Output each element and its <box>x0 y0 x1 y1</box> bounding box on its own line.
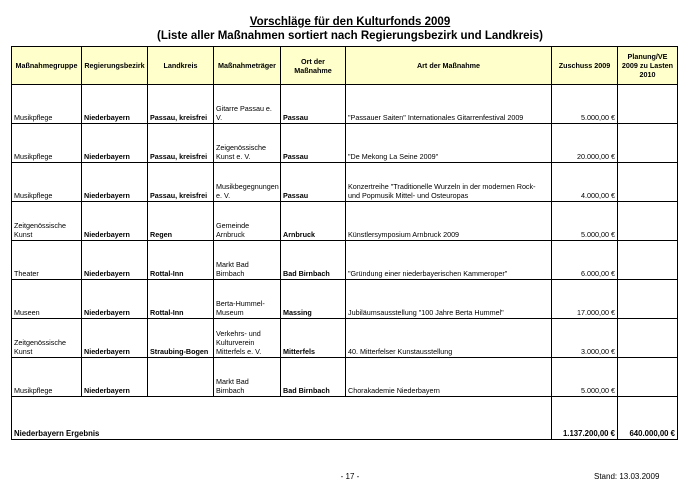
summary-spacer <box>148 397 552 440</box>
cell-art: 40. Mitterfelser Kunstausstellung <box>346 319 552 358</box>
header-massnahmetraeger: Maßnahmeträger <box>214 47 281 85</box>
cell-gruppe: Zeitgenössische Kunst <box>12 319 82 358</box>
cell-planung <box>618 358 678 397</box>
cell-gruppe: Musikpflege <box>12 358 82 397</box>
cell-ort: Massing <box>281 280 346 319</box>
table-row <box>12 202 678 241</box>
cell-zuschuss: 5.000,00 € <box>552 202 618 241</box>
table-row <box>12 163 678 202</box>
cell-landkreis: Regen <box>148 202 214 241</box>
cell-art: Künstlersymposium Arnbruck 2009 <box>346 202 552 241</box>
cell-zuschuss: 5.000,00 € <box>552 358 618 397</box>
cell-gruppe: Theater <box>12 241 82 280</box>
cell-gruppe: Musikpflege <box>12 124 82 163</box>
header-art: Art der Maßnahme <box>346 47 552 85</box>
cell-bezirk: Niederbayern <box>82 241 148 280</box>
header-ort: Ort der Maßnahme <box>281 47 346 85</box>
table-row <box>12 124 678 163</box>
document-subtitle: (Liste aller Maßnahmen sortiert nach Regierungsbezirk und Landkreis) <box>157 30 543 42</box>
cell-landkreis: Rottal-Inn <box>148 241 214 280</box>
summary-row <box>12 397 678 440</box>
cell-art: "De Mekong La Seine 2009" <box>346 124 552 163</box>
cell-ort: Bad Birnbach <box>281 358 346 397</box>
page-number: - 17 - <box>340 472 360 481</box>
measures-table <box>11 46 678 440</box>
cell-traeger: Gitarre Passau e. V. <box>214 85 281 124</box>
table-header <box>12 47 678 85</box>
cell-bezirk: Niederbayern <box>82 85 148 124</box>
cell-art: Konzertreihe "Traditionelle Wurzeln in der modernen Rock- und Popmusik Mittel- und Osteuropas <box>346 163 552 202</box>
table-row <box>12 85 678 124</box>
cell-ort: Mitterfels <box>281 319 346 358</box>
table-row <box>12 358 678 397</box>
cell-zuschuss: 6.000,00 € <box>552 241 618 280</box>
cell-landkreis <box>148 358 214 397</box>
cell-landkreis: Passau, kreisfrei <box>148 124 214 163</box>
cell-art: "Gründung einer niederbayerischen Kammeroper" <box>346 241 552 280</box>
cell-traeger: Zeigenössische Kunst e. V. <box>214 124 281 163</box>
cell-gruppe: Musikpflege <box>12 163 82 202</box>
cell-traeger: Markt Bad Birnbach <box>214 241 281 280</box>
summary-label: Niederbayern Ergebnis <box>12 397 148 440</box>
cell-traeger: Verkehrs- und Kulturverein Mitterfels e. V. <box>214 319 281 358</box>
cell-traeger: Markt Bad Birnbach <box>214 358 281 397</box>
summary-zuschuss: 1.137.200,00 € <box>552 397 618 440</box>
cell-art: Jubiläumsausstellung "100 Jahre Berta Hummel" <box>346 280 552 319</box>
cell-traeger: Musikbegegnungen e. V. <box>214 163 281 202</box>
table-row <box>12 241 678 280</box>
cell-landkreis: Straubing-Bogen <box>148 319 214 358</box>
cell-art: Chorakademie Niederbayern <box>346 358 552 397</box>
header-massnahmegruppe: Maßnahmegruppe <box>12 47 82 85</box>
cell-bezirk: Niederbayern <box>82 358 148 397</box>
cell-planung <box>618 319 678 358</box>
cell-gruppe: Zeitgenössische Kunst <box>12 202 82 241</box>
cell-gruppe: Musikpflege <box>12 85 82 124</box>
cell-planung <box>618 241 678 280</box>
cell-bezirk: Niederbayern <box>82 163 148 202</box>
cell-traeger: Berta-Hummel-Museum <box>214 280 281 319</box>
cell-landkreis: Passau, kreisfrei <box>148 163 214 202</box>
cell-landkreis: Rottal-Inn <box>148 280 214 319</box>
stand-date: Stand: 13.03.2009 <box>594 472 660 481</box>
cell-zuschuss: 3.000,00 € <box>552 319 618 358</box>
cell-planung <box>618 85 678 124</box>
cell-ort: Arnbruck <box>281 202 346 241</box>
cell-zuschuss: 20.000,00 € <box>552 124 618 163</box>
cell-bezirk: Niederbayern <box>82 202 148 241</box>
cell-art: "Passauer Saiten" Internationales Gitarrenfestival 2009 <box>346 85 552 124</box>
cell-ort: Passau <box>281 85 346 124</box>
summary-planung: 640.000,00 € <box>618 397 678 440</box>
cell-zuschuss: 5.000,00 € <box>552 85 618 124</box>
cell-traeger: Gemeinde Arnbruck <box>214 202 281 241</box>
cell-ort: Passau <box>281 163 346 202</box>
document-title: Vorschläge für den Kulturfonds 2009 <box>249 16 451 28</box>
header-landkreis: Landkreis <box>148 47 214 85</box>
cell-ort: Bad Birnbach <box>281 241 346 280</box>
cell-bezirk: Niederbayern <box>82 124 148 163</box>
cell-planung <box>618 280 678 319</box>
cell-zuschuss: 17.000,00 € <box>552 280 618 319</box>
cell-bezirk: Niederbayern <box>82 319 148 358</box>
cell-ort: Passau <box>281 124 346 163</box>
header-planung: Planung/VE 2009 zu Lasten 2010 <box>618 47 678 85</box>
table-row <box>12 280 678 319</box>
cell-landkreis: Passau, kreisfrei <box>148 85 214 124</box>
cell-zuschuss: 4.000,00 € <box>552 163 618 202</box>
cell-gruppe: Museen <box>12 280 82 319</box>
table-row <box>12 319 678 358</box>
header-regierungsbezirk: Regierungsbezirk <box>82 47 148 85</box>
cell-planung <box>618 124 678 163</box>
cell-planung <box>618 163 678 202</box>
cell-bezirk: Niederbayern <box>82 280 148 319</box>
header-zuschuss: Zuschuss 2009 <box>552 47 618 85</box>
cell-planung <box>618 202 678 241</box>
